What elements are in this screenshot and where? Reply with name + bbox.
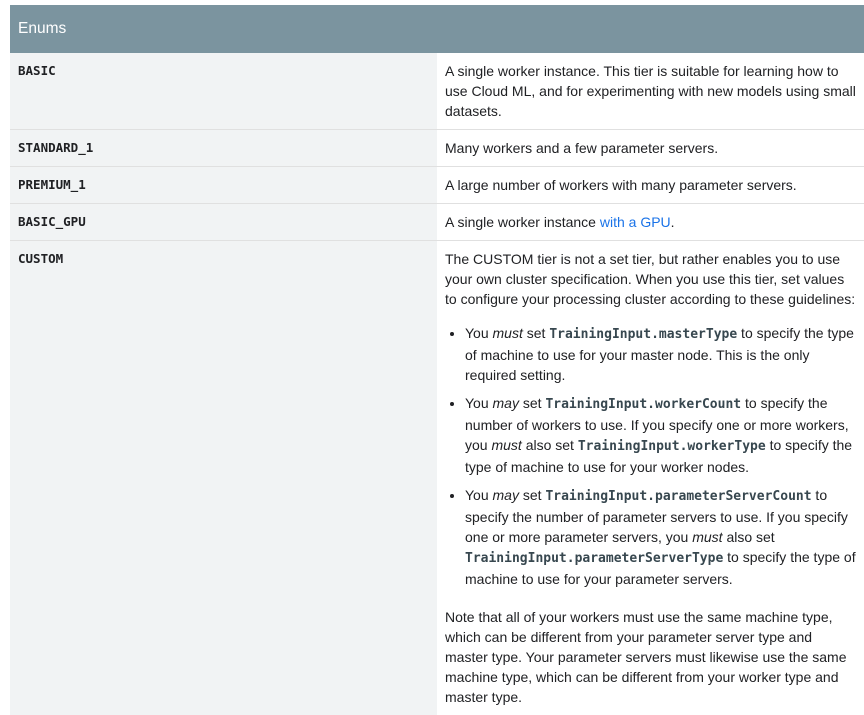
custom-note: Note that all of your workers must use the same machine type, which can be different from your parameter server type and master type. Your parameter servers must likewise use the same machine type, which can be different from your worker type and master type. bbox=[445, 607, 856, 707]
table-row bbox=[10, 167, 864, 204]
enums-table bbox=[10, 5, 864, 715]
description-text: A large number of workers with many parameter servers. bbox=[445, 175, 856, 195]
emphasis: must bbox=[692, 529, 722, 545]
description-text bbox=[445, 212, 856, 232]
description-text-before: A single worker instance bbox=[445, 214, 600, 230]
text: set bbox=[519, 487, 545, 503]
description-text: A single worker instance. This tier is suitable for learning how to use Cloud ML, and for experimenting with new models using small datasets. bbox=[445, 61, 856, 121]
text: to specify the type of machine to use for your master node. This is the only required setting. bbox=[465, 325, 854, 383]
list-item bbox=[465, 393, 856, 477]
emphasis: must bbox=[493, 325, 523, 341]
code: TrainingInput.parameterServerType bbox=[465, 551, 723, 566]
table-row bbox=[10, 204, 864, 241]
text: also set bbox=[522, 437, 578, 453]
table-header: Enums bbox=[10, 5, 864, 53]
text: also set bbox=[723, 529, 775, 545]
list-item bbox=[465, 485, 856, 589]
table-row bbox=[10, 241, 864, 715]
emphasis: may bbox=[493, 487, 519, 503]
table-header-row bbox=[10, 5, 864, 53]
text: You bbox=[465, 325, 493, 341]
enums-table-container bbox=[10, 5, 864, 715]
gpu-link[interactable]: with a GPU bbox=[600, 214, 671, 230]
text: set bbox=[519, 395, 545, 411]
text: You bbox=[465, 487, 493, 503]
text: to specify the number of parameter servers to use. If you specify one or more parameter servers, you bbox=[465, 487, 848, 545]
code: TrainingInput.workerCount bbox=[545, 397, 741, 412]
code: TrainingInput.parameterServerCount bbox=[545, 489, 811, 504]
enum-description bbox=[437, 167, 864, 204]
description-text: Many workers and a few parameter servers. bbox=[445, 138, 856, 158]
custom-intro: The CUSTOM tier is not a set tier, but rather enables you to use your own cluster specification. When you use this tier, set values to configure your processing cluster according to these guidelines: bbox=[445, 249, 856, 309]
emphasis: may bbox=[493, 395, 519, 411]
emphasis: must bbox=[491, 437, 521, 453]
list-item bbox=[465, 323, 856, 385]
text: set bbox=[523, 325, 549, 341]
text: to specify the number of workers to use. If you specify one or more workers, you bbox=[465, 395, 849, 453]
enum-description bbox=[437, 53, 864, 130]
guidelines-list bbox=[445, 323, 856, 589]
enum-name: BASIC_GPU bbox=[10, 204, 437, 241]
text: to specify the type of machine to use for your worker nodes. bbox=[465, 437, 852, 475]
enum-description bbox=[437, 204, 864, 241]
enum-name: CUSTOM bbox=[10, 241, 437, 715]
enum-name: PREMIUM_1 bbox=[10, 167, 437, 204]
enum-name: STANDARD_1 bbox=[10, 130, 437, 167]
enum-description bbox=[437, 241, 864, 715]
code: TrainingInput.workerType bbox=[578, 439, 766, 454]
enum-name: BASIC bbox=[10, 53, 437, 130]
text: You bbox=[465, 395, 493, 411]
text: to specify the type of machine to use for your parameter servers. bbox=[465, 549, 856, 587]
table-row bbox=[10, 53, 864, 130]
enum-description bbox=[437, 130, 864, 167]
description-text-after: . bbox=[671, 214, 675, 230]
table-row bbox=[10, 130, 864, 167]
code: TrainingInput.masterType bbox=[549, 327, 737, 342]
